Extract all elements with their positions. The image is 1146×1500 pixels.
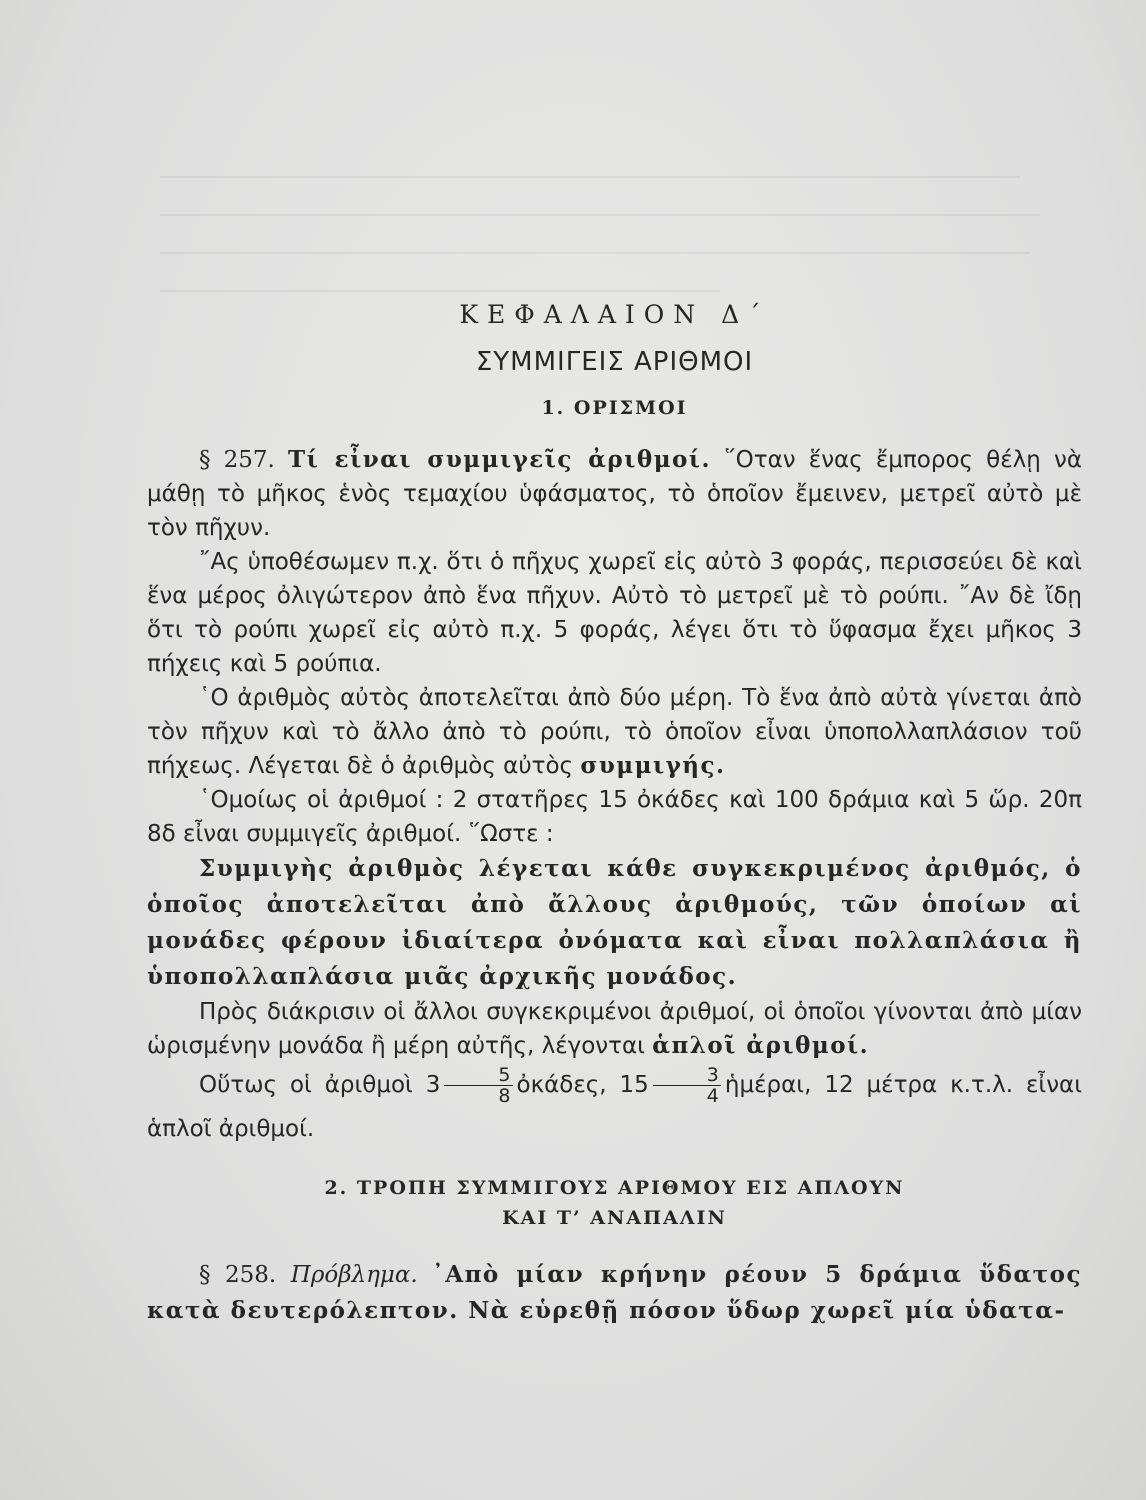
paragraph-3-text: ῾Ο ἀριθμὸς αὐτὸς ἀποτελεῖται ἀπὸ δύο μέρη. Τὸ ἕνα ἀπὸ αὐτὰ γίνεται ἀπὸ τὸν πῆχυν καὶ τὸ ἄλλο ἀπὸ τὸ ρούπι, τὸ ὁποῖον εἶναι ὑποπολλαπλάσιον τοῦ πήχεως. Λέγεται δὲ ὁ ἀριθμὸς αὐτὸς [147,685,1082,779]
paragraph-5 [147,995,1082,1063]
fraction-5-8 [444,1065,512,1106]
paragraph-5-term: ἁπλοῖ ἀριθμοί. [652,1032,870,1059]
paragraph-6-mid2: ἡμέραι, 12 μέτρα κ.τ.λ. εἶναι ἁπλοῖ ἀριθμοί. [147,1072,1082,1142]
paragraph-6-mid1: ὀκάδες, 15 [516,1072,649,1098]
section-heading-2 [147,1173,1082,1233]
fraction-3-4 [653,1065,721,1106]
section-number-258: § 258. [199,1262,277,1288]
paragraph-258-text: ᾿Απὸ μίαν κρήνην ρέουν 5 δράμια ὕδατος κατὰ δευτερόλεπτον. Νὰ εὑρεθῇ πόσον ὕδωρ χωρεῖ μία ὑδατα- [147,1261,1083,1324]
section-number-257: § 257. [199,447,275,473]
page-content [147,300,1082,1329]
fraction-denominator: 4 [706,1085,719,1107]
chapter-heading: ΚΕΦΑΛΑΙΟΝ Δ΄ [459,300,770,329]
paragraph-3 [147,681,1082,783]
paragraph-258-label: Πρόβλημα. [290,1262,418,1288]
fraction-numerator: 3 [653,1065,721,1086]
section-heading-2-line2: ΚΑΙ Τ’ ΑΝΑΠΑΛΙΝ [502,1207,727,1229]
fraction-numerator: 5 [444,1065,512,1086]
paragraph-6 [147,1063,1082,1151]
section-heading-1: 1. ΟΡΙΣΜΟΙ [541,397,688,419]
section-heading-2-line1: 2. ΤΡΟΠΗ ΣΥΜΜΙΓΟΥΣ ΑΡΙΘΜΟΥ ΕΙΣ ΑΠΛΟΥΝ [324,1177,905,1199]
definition-paragraph: Συμμιγὴς ἀριθμὸς λέγεται κάθε συγκεκριμένος ἀριθμός, ὁ ὁποῖος ἀποτελεῖται ἀπὸ ἄλλους ἀριθμούς, τῶν ὁποίων αἱ μονάδες φέρουν ἰδιαίτερα ὀνόματα καὶ εἶναι πολλαπλάσια ἢ ὑποπολλαπλάσια μιᾶς ἀρχικῆς μονάδος. [147,855,1082,990]
paragraph-4: ῾Ομοίως οἱ ἀριθμοί : 2 στατῆρες 15 ὀκάδες καὶ 100 δράμια καὶ 5 ὥρ. 20π 8δ εἶναι συμμιγεῖς ἀριθμοί. ῞Ωστε : [147,787,1082,847]
paragraph-3-term: συμμιγής. [580,752,726,779]
fraction-denominator: 8 [498,1085,511,1107]
chapter-title: ΣΥΜΜΙΓΕΙΣ ΑΡΙΘΜΟΙ [475,347,754,377]
paragraph-5-text: Πρὸς διάκρισιν οἱ ἄλλοι συγκεκριμένοι ἀριθμοί, οἱ ὁποῖοι γίνονται ἀπὸ μίαν ὡρισμένην μονάδα ἢ μέρη αὐτῆς, λέγονται [147,999,1082,1059]
paragraph-6-lead: Οὕτως οἱ ἀριθμοὶ 3 [199,1072,441,1098]
bleed-through-texture [160,140,1060,292]
paragraph-2: ῎Ας ὑποθέσωμεν π.χ. ὅτι ὁ πῆχυς χωρεῖ εἰς αὐτὸ 3 φοράς, περισσεύει δὲ καὶ ἕνα μέρος ὀλιγώτερον ἀπὸ ἕνα πῆχυν. Αὐτὸ τὸ μετρεῖ μὲ τὸ ρούπι. ῎Αν δὲ ἴδῃ ὅτι τὸ ρούπι χωρεῖ εἰς αὐτὸ π.χ. 5 φοράς, λέγει ὅτι τὸ ὕφασμα ἔχει μῆκος 3 πήχεις καὶ 5 ρούπια. [147,549,1082,677]
paragraph-258 [147,1257,1082,1329]
paragraph-257 [147,443,1082,545]
paragraph-257-heading: Τί εἶναι συμμιγεῖς ἀριθμοί. [288,446,712,473]
paragraph-257-text: ῞Οταν ἕνας ἔμπορος θέλῃ νὰ μάθῃ τὸ μῆκος ἑνὸς τεμαχίου ὑφάσματος, τὸ ὁποῖον ἔμεινεν, μετρεῖ αὐτὸ μὲ τὸν πῆχυν. [147,447,1083,541]
